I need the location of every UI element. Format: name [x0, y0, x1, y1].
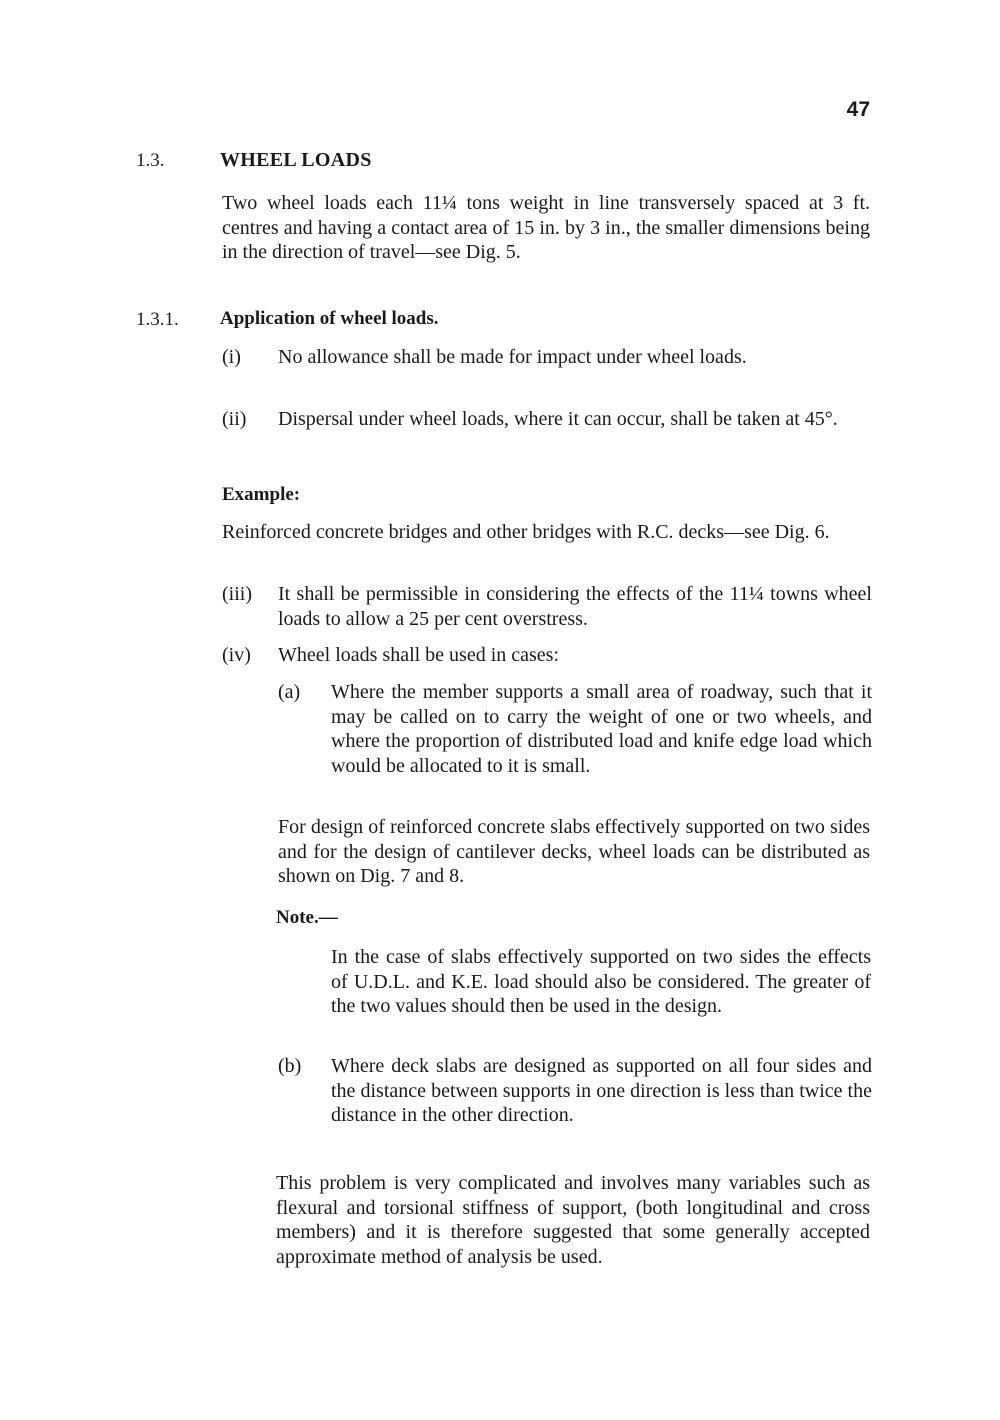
example-text: Reinforced concrete bridges and other bridges with R.C. decks—see Dig. 6.: [222, 521, 830, 543]
sub-item-a: [278, 680, 872, 805]
sub-item-label: (a): [278, 681, 301, 703]
example-heading: Example:: [222, 484, 301, 505]
list-item-text: Dispersal under wheel loads, where it can occur, shall be taken at 45°.: [278, 408, 838, 430]
page-number: 47: [846, 98, 870, 121]
list-item: [222, 643, 872, 669]
list-item: [222, 582, 872, 632]
sub-item-text: Where the member supports a small area of roadway, such that it may be called on to carry the weight of one or two wheels, and where the proportion of distributed load and knife edge load which would be allocated to it is small.: [331, 681, 872, 777]
problem-paragraph: This problem is very complicated and involves many variables such as flexural and torsional stiffness of support, (both longitudinal and cross members) and it is therefore suggested that some generally accepted approximate method of analysis be used.: [276, 1172, 870, 1268]
list-item-label: (iv): [222, 644, 251, 666]
list-item-label: (iii): [222, 583, 252, 605]
list-item: [222, 407, 872, 457]
section-heading: WHEEL LOADS: [220, 149, 372, 171]
sub-item-b: [278, 1054, 872, 1154]
design-paragraph: For design of reinforced concrete slabs effectively supported on two sides and for the design of cantilever decks, wheel loads can be distributed as shown on Dig. 7 and 8.: [278, 816, 870, 887]
section-number: 1.3.: [136, 150, 165, 171]
list-item-label: (ii): [222, 408, 247, 430]
sub-item-text: Where deck slabs are designed as supported on all four sides and the distance between supports in one direction is less than twice the distance in the other direction.: [331, 1055, 872, 1126]
subsection-number: 1.3.1.: [136, 309, 179, 330]
subsection-heading: Application of wheel loads.: [220, 308, 439, 329]
section-body: Two wheel loads each 11¼ tons weight in line transversely spaced at 3 ft. centres and having a contact area of 15 in. by 3 in., the smaller dimensions being in the direction of travel—see Dig. 5.: [222, 192, 870, 263]
list-item-text: No allowance shall be made for impact under wheel loads.: [278, 346, 747, 368]
sub-item-label: (b): [278, 1055, 302, 1077]
note-heading: Note.—: [276, 907, 338, 928]
list-item-label: (i): [222, 346, 241, 368]
list-item-text: Wheel loads shall be used in cases:: [278, 644, 560, 666]
list-item: [222, 345, 872, 395]
note-text: In the case of slabs effectively supported on two sides the effects of U.D.L. and K.E. load should also be considered. The greater of the two values should then be used in the design.: [331, 946, 871, 1017]
list-item-text: It shall be permissible in considering the effects of the 11¼ towns wheel loads to allow a 25 per cent overstress.: [278, 583, 872, 630]
